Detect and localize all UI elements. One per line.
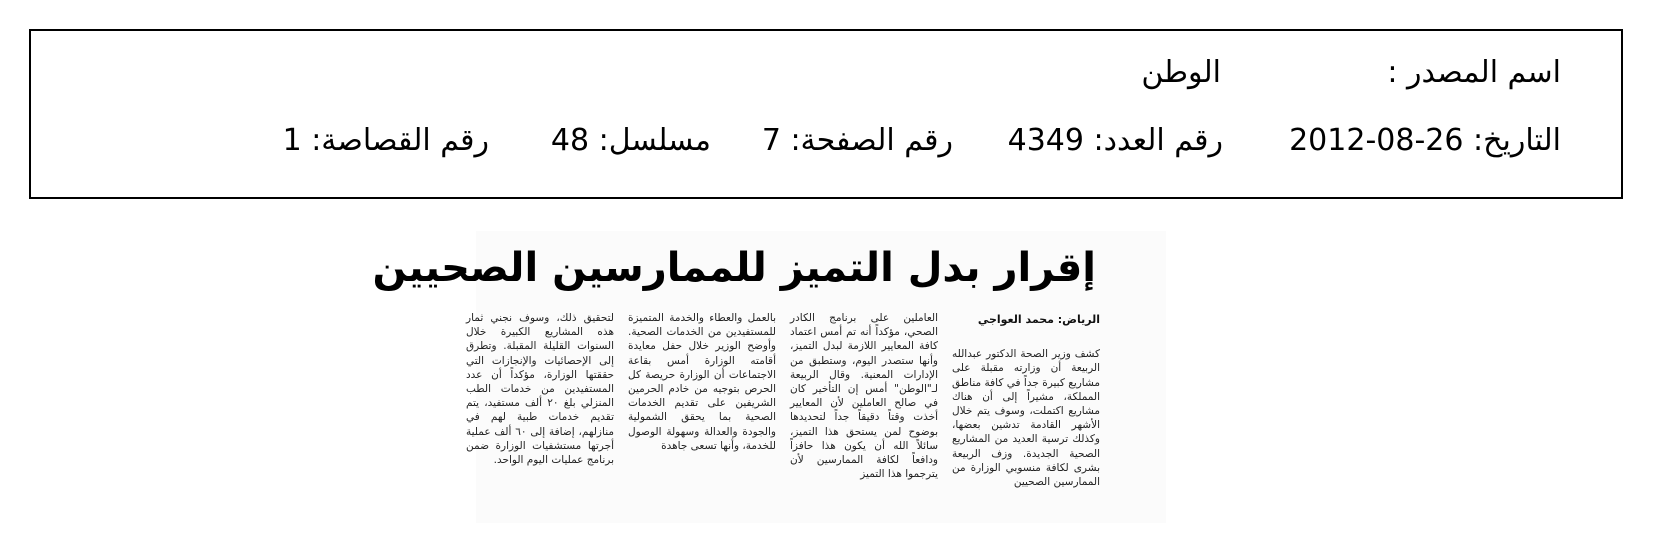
article-byline: الرياض: محمد العواجي [977, 313, 1100, 326]
article-column-3 [628, 311, 776, 453]
date-field: التاريخ: 26-08-2012 [1289, 123, 1561, 158]
column-1-text: كشف وزير الصحة الدكتور عبدالله الربيعة أن وزارته مقبلة على مشاريع كبيرة جداً في كافة مناطق المملكة، مشيراً إلى أن هناك مشاريع اكتملت، وسوف يتم خلال الأشهر القادمة تدشين بعضها، وكذلك ترسية العديد من المشاريع الصحية الجديدة. وزف الربيعة بشرى لكافة منسوبي الوزارة من الممارسين الصحيين [952, 348, 1100, 489]
column-2-text: العاملين على برنامج الكادر الصحي، مؤكداً أنه تم أمس اعتماد كافة المعايير اللازمة لبدل التميز، وأنها ستصدر اليوم، وستطبق من الإدارات المعنية. وقال الربيعة لـ"الوطن" أمس إن التأخير كان في صالح العاملين لأن المعايير أخذت وقتاً دقيقاً جداً لتحديدها بوضوح لمن يستحق هذا التميز، سائلاً الله أن يكون هذا حافزاً ودافعاً لكافة الممارسين لأن يترجموا هذا التميز [790, 312, 938, 481]
article-column-2 [790, 311, 938, 481]
source-label: اسم المصدر : [1387, 55, 1561, 90]
article-headline: إقرار بدل التميز للممارسين الصحيين [372, 245, 1096, 291]
column-4-text: لتحقيق ذلك، وسوف نجني ثمار هذه المشاريع الكبيرة خلال السنوات القليلة المقبلة. وتطرق إلى الإحصائيات والإنجازات التي حققتها الوزارة، مؤكداً أن عدد المستفيدين من خدمات الطب المنزلي بلغ ٢٠ ألف مستفيد، يتم تقديم خدمات طبية لهم في منازلهم، إضافة إلى ٦٠ ألف عملية أجرتها مستشفيات الوزارة ضمن برنامج عمليات اليوم الواحد. [466, 312, 614, 467]
column-3-text: بالعمل والعطاء والخدمة المتميزة للمستفيدين من الخدمات الصحية. وأوضح الوزير خلال حفل معايدة أقامته الوزارة أمس بقاعة الاجتماعات أن الوزارة حريصة كل الحرص بتوجيه من خادم الحرمين الشريفين على تقديم الخدمات الصحية بما يحقق الشمولية والجودة والعدالة وسهولة الوصول للخدمة، وأنها تسعى جاهدة [628, 312, 776, 452]
article-column-4 [466, 311, 614, 467]
source-value: الوطن [1141, 55, 1221, 90]
page-number-field: رقم الصفحة: 7 [761, 123, 953, 158]
clip-number-field: رقم القصاصة: 1 [282, 123, 489, 158]
clipping-header [29, 29, 1623, 199]
issue-number-field: رقم العدد: 4349 [1007, 123, 1223, 158]
serial-field: مسلسل: 48 [550, 123, 711, 158]
article-column-1 [952, 313, 1100, 489]
newspaper-clipping [372, 231, 1166, 523]
